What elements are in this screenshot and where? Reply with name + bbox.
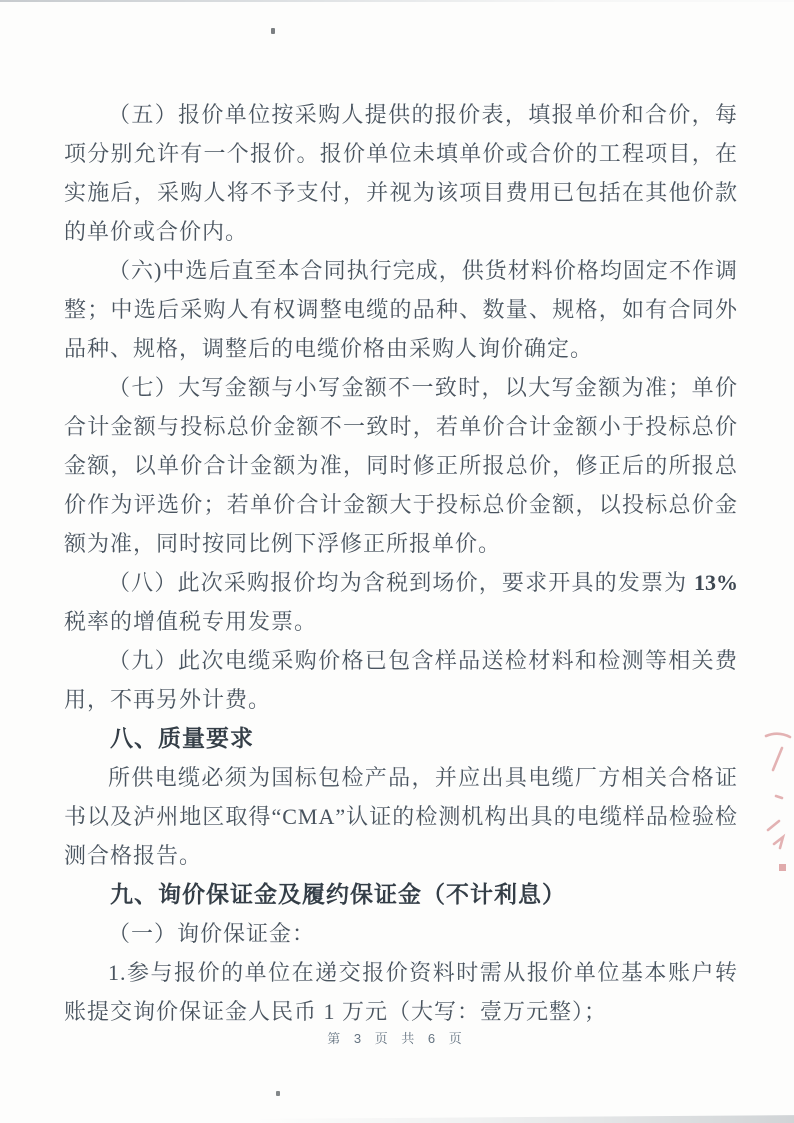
paragraph-quote-rule-8 (64, 563, 738, 641)
section-heading-quality: 八、质量要求 (110, 725, 254, 751)
tax-rate-value: 13% (694, 570, 738, 595)
scan-edge-artifact-bottom (254, 1115, 794, 1123)
paragraph-quote-rule-5: （五）报价单位按采购人提供的报价表，填报单价和合价，每项分别允许有一个报价。报价单位未填单价或合价的工程项目，在实施后，采购人将不予支付，并视为该项目费用已包括在其他价款的单价或合价内。 (64, 102, 738, 244)
paragraph-deposit-item-1: 1.参与报价的单位在递交报价资料时需从报价单位基本账户转账提交询价保证金人民币 1 万元（大写：壹万元整）； (64, 960, 738, 1024)
scan-speck (271, 28, 275, 34)
page-number: 第 3 页 共 6 页 (327, 1031, 467, 1046)
section-heading-deposit: 九、询价保证金及履约保证金（不计利息） (110, 881, 566, 907)
red-stamp-marks (752, 718, 794, 893)
paragraph-deposit-subtitle: （一）询价保证金： (108, 921, 316, 946)
paragraph-quote-rule-6: （六)中选后直至本合同执行完成，供货材料价格均固定不作调整；中选后采购人有权调整电缆的品种、数量、规格，如有合同外品种、规格，调整后的电缆价格由采购人询价确定。 (64, 258, 738, 361)
paragraph-8-text-pre: （八）此次采购报价均为含税到场价，要求开具的发票为 (108, 570, 694, 595)
paragraph-quote-rule-7: （七）大写金额与小写金额不一致时，以大写金额为准；单价合计金额与投标总价金额不一致时，若单价合计金额小于投标总价金额，以单价合计金额为准，同时修正所报总价，修正后的所报总价作为评选价；若单价合计金额大于投标总价金额，以投标总价金额为准，同时按同比例下浮修正所报单价。 (64, 375, 738, 556)
document-body (64, 95, 738, 1031)
paragraph-8-text-post: 税率的增值税专用发票。 (64, 609, 318, 634)
scan-speck (276, 1091, 280, 1096)
page-footer (0, 1028, 794, 1047)
paragraph-quote-rule-9: （九）此次电缆采购价格已包含样品送检材料和检测等相关费用，不再另外计费。 (64, 648, 738, 712)
scan-edge-artifact-top (0, 0, 794, 2)
paragraph-quality-requirement: 所供电缆必须为国标包检产品，并应出具电缆厂方相关合格证书以及泸州地区取得“CMA”认证的检测机构出具的电缆样品检验检测合格报告。 (64, 765, 738, 868)
